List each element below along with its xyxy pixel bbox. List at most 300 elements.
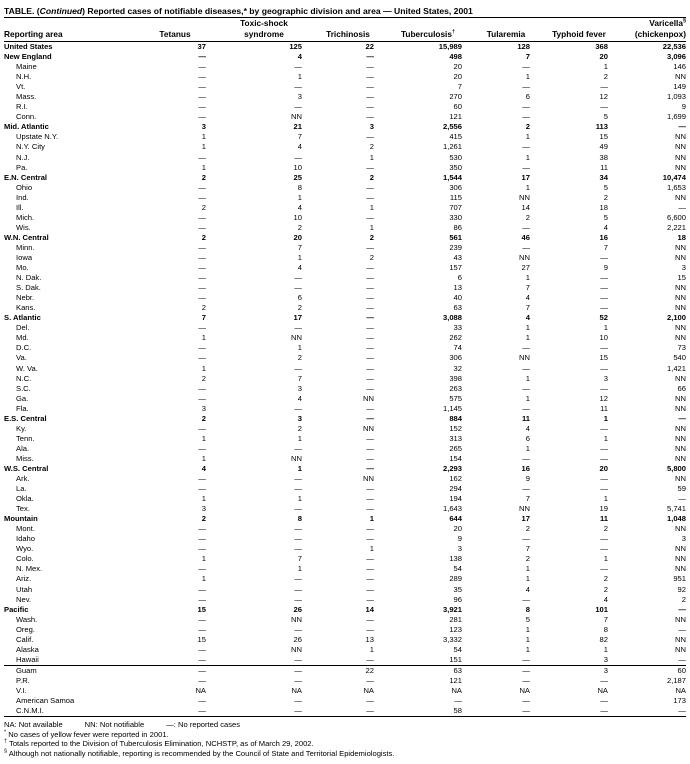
cell-trichinosis: — <box>366 574 374 584</box>
cell-tularemia: 1 <box>525 152 530 162</box>
cell-tetanus: 2 <box>201 373 206 383</box>
cell-varicella: NN <box>675 162 686 172</box>
table-row <box>4 444 686 454</box>
cell-tuberculosis: 3 <box>457 544 462 554</box>
cell-toxic-shock: 6 <box>297 293 302 303</box>
col-varicella-line2: (chickenpox) <box>618 29 686 42</box>
cell-typhoid: 11 <box>600 403 608 413</box>
tb-label: Tuberculosis <box>400 29 452 39</box>
cell-varicella: NN <box>675 634 686 644</box>
cell-reporting-area: Hawaii <box>16 654 39 664</box>
cell-tularemia: 9 <box>525 474 530 484</box>
cell-trichinosis: 2 <box>369 232 374 242</box>
cell-reporting-area: R.I. <box>16 102 28 112</box>
cell-toxic-shock: — <box>216 706 312 717</box>
cell-varicella: 146 <box>673 62 686 72</box>
cell-tetanus: — <box>198 152 206 162</box>
cell-tuberculosis: 9 <box>457 534 462 544</box>
cell-tetanus: — <box>198 696 206 706</box>
cell-varicella: — <box>678 494 686 504</box>
cell-reporting-area: Mo. <box>16 263 29 273</box>
cell-tetanus: — <box>198 584 206 594</box>
title-prefix: TABLE. ( <box>4 6 40 16</box>
table-row <box>4 223 686 233</box>
cell-tularemia: 7 <box>525 303 530 313</box>
cell-varicella: 2,187 <box>666 675 686 685</box>
cell-reporting-area: Colo. <box>16 554 34 564</box>
cell-reporting-area: Calif. <box>16 634 34 644</box>
cell-trichinosis: — <box>366 524 374 534</box>
cell-tetanus: — <box>198 273 206 283</box>
cell-tuberculosis: 74 <box>453 343 462 353</box>
cell-toxic-shock: — <box>294 152 302 162</box>
table-row <box>4 193 686 203</box>
cell-varicella: NN <box>675 192 686 202</box>
cell-toxic-shock: 20 <box>293 232 302 242</box>
cell-typhoid: 38 <box>599 152 608 162</box>
cell-varicella: 60 <box>618 665 686 676</box>
table-row <box>4 544 686 554</box>
cell-tetanus: — <box>198 564 206 574</box>
cell-typhoid: — <box>540 706 618 717</box>
tb-mark: † <box>451 29 456 36</box>
cell-tularemia: NN <box>519 252 530 262</box>
cell-trichinosis: 14 <box>365 604 374 614</box>
cell-tularemia: 1 <box>525 574 530 584</box>
cell-trichinosis: — <box>366 293 374 303</box>
cell-tularemia: NN <box>519 353 530 363</box>
cell-tularemia: 7 <box>525 283 530 293</box>
cell-reporting-area: Ga. <box>16 393 29 403</box>
cell-tetanus: — <box>198 443 206 453</box>
cell-toxic-shock: — <box>294 403 302 413</box>
cell-tularemia: — <box>472 665 540 676</box>
cell-tularemia: 6 <box>525 433 530 443</box>
cell-tularemia: — <box>522 242 530 252</box>
cell-varicella: NN <box>675 293 686 303</box>
cell-typhoid: 3 <box>540 665 618 676</box>
cell-tularemia: — <box>522 696 530 706</box>
cell-trichinosis: — <box>366 675 374 685</box>
cell-typhoid: 10 <box>599 333 608 343</box>
cell-tuberculosis: — <box>454 696 462 706</box>
cell-toxic-shock: — <box>294 574 302 584</box>
cell-typhoid: 2 <box>603 192 608 202</box>
cell-reporting-area: Mont. <box>16 524 35 534</box>
cell-tetanus: — <box>198 343 206 353</box>
table-row <box>4 303 686 313</box>
cell-tuberculosis: 1,261 <box>442 142 462 152</box>
cell-typhoid: — <box>600 273 608 283</box>
cell-typhoid: — <box>600 474 608 484</box>
cell-tuberculosis: 35 <box>453 584 462 594</box>
cell-tuberculosis: 2,556 <box>442 122 462 132</box>
table-row <box>4 484 686 494</box>
cell-varicella: 2 <box>681 594 686 604</box>
table-row <box>4 524 686 534</box>
cell-reporting-area: Ariz. <box>16 574 32 584</box>
table-row <box>4 595 686 605</box>
cell-varicella: — <box>678 202 686 212</box>
cell-tuberculosis: 154 <box>449 453 462 463</box>
cell-tuberculosis: 707 <box>449 202 462 212</box>
cell-varicella: 18 <box>677 232 686 242</box>
cell-varicella: 6,600 <box>666 212 686 222</box>
cell-varicella: NN <box>675 242 686 252</box>
cell-typhoid: 3 <box>603 654 608 664</box>
cell-typhoid: 15 <box>599 132 608 142</box>
cell-tetanus: — <box>198 72 206 82</box>
cell-tularemia: — <box>522 112 530 122</box>
cell-varicella: 2,221 <box>666 222 686 232</box>
cell-varicella: 951 <box>673 574 686 584</box>
cell-tuberculosis: 3,088 <box>442 313 462 323</box>
cell-toxic-shock: — <box>294 654 302 664</box>
cell-tetanus: — <box>198 423 206 433</box>
cell-trichinosis: — <box>366 504 374 514</box>
cell-toxic-shock: — <box>294 363 302 373</box>
cell-typhoid: 1 <box>603 323 608 333</box>
cell-tuberculosis: 239 <box>449 242 462 252</box>
cell-tuberculosis: 575 <box>449 393 462 403</box>
table-row <box>4 504 686 514</box>
table-row <box>4 494 686 504</box>
cell-trichinosis: NN <box>363 474 374 484</box>
cell-tularemia: — <box>522 142 530 152</box>
cell-toxic-shock: 3 <box>297 383 302 393</box>
cell-tularemia: 1 <box>525 333 530 343</box>
cell-reporting-area: S. Dak. <box>16 283 41 293</box>
table-row <box>4 394 686 404</box>
cell-tetanus: — <box>198 112 206 122</box>
cell-tetanus: — <box>198 182 206 192</box>
cell-toxic-shock: — <box>294 82 302 92</box>
cell-typhoid: 2 <box>603 584 608 594</box>
table-row <box>4 82 686 92</box>
cell-tetanus: — <box>198 534 206 544</box>
dagger-mark: † <box>4 738 8 745</box>
table-row <box>4 243 686 253</box>
cell-reporting-area: W.S. Central <box>4 463 49 473</box>
cell-tularemia: — <box>522 82 530 92</box>
table-row <box>4 384 686 394</box>
cell-tetanus: — <box>198 102 206 112</box>
cell-toxic-shock: — <box>294 584 302 594</box>
cell-typhoid: 4 <box>603 594 608 604</box>
cell-toxic-shock: NN <box>291 644 302 654</box>
cell-typhoid: — <box>600 293 608 303</box>
cell-trichinosis: NN <box>363 423 374 433</box>
table-row <box>4 635 686 645</box>
cell-varicella: 149 <box>673 82 686 92</box>
cell-reporting-area: Ky. <box>16 423 27 433</box>
cell-trichinosis: — <box>366 263 374 273</box>
cell-typhoid: NA <box>597 686 608 695</box>
cell-toxic-shock: 4 <box>297 202 302 212</box>
cell-tetanus: — <box>198 323 206 333</box>
cell-reporting-area: N.H. <box>16 72 32 82</box>
cell-reporting-area: N.J. <box>16 152 30 162</box>
table-row <box>4 374 686 384</box>
cell-toxic-shock: 7 <box>297 373 302 383</box>
cell-tularemia: 7 <box>525 544 530 554</box>
cell-tuberculosis: 152 <box>449 423 462 433</box>
title-text: ) Reported cases of notifiable diseases,* by geographic division and area — United States, 2001 <box>82 6 473 16</box>
footnote-dagger <box>4 739 686 749</box>
cell-typhoid: — <box>600 343 608 353</box>
cell-toxic-shock: 1 <box>297 564 302 574</box>
cell-toxic-shock: 21 <box>293 122 302 132</box>
cell-tularemia: 1 <box>525 644 530 654</box>
cell-trichinosis: — <box>366 283 374 293</box>
cell-varicella: 3,096 <box>666 52 686 62</box>
cell-varicella: 92 <box>677 584 686 594</box>
table-row <box>4 52 686 62</box>
cell-varicella: — <box>618 706 686 717</box>
cell-reporting-area: Minn. <box>16 242 35 252</box>
cell-tetanus: — <box>198 383 206 393</box>
table-row <box>4 203 686 213</box>
cell-reporting-area: Mid. Atlantic <box>4 122 49 132</box>
cell-varicella: 1,048 <box>666 514 686 524</box>
cell-tetanus: — <box>198 252 206 262</box>
cell-tuberculosis: 123 <box>449 624 462 634</box>
table-row <box>4 263 686 273</box>
cell-tularemia: 1 <box>525 564 530 574</box>
cell-typhoid: — <box>600 696 608 706</box>
cell-trichinosis: — <box>366 353 374 363</box>
section-mark: § <box>4 748 8 755</box>
cell-typhoid: 1 <box>603 413 608 423</box>
cell-trichinosis: — <box>366 554 374 564</box>
cell-tetanus: — <box>198 353 206 363</box>
cell-toxic-shock: 7 <box>297 242 302 252</box>
cell-trichinosis: — <box>366 614 374 624</box>
table-row <box>4 404 686 414</box>
cell-tetanus: 3 <box>201 403 206 413</box>
cell-tuberculosis: 115 <box>449 192 462 202</box>
cell-tuberculosis: 63 <box>453 303 462 313</box>
cell-tularemia: 128 <box>517 42 530 51</box>
cell-reporting-area: Miss. <box>16 453 34 463</box>
cell-tuberculosis: 43 <box>453 252 462 262</box>
section-text: Although not nationally notifiable, reporting is recommended by the Council of State and Territorial Epidemiologists. <box>7 748 395 758</box>
cell-reporting-area: Upstate N.Y. <box>16 132 59 142</box>
cell-typhoid: 82 <box>599 634 608 644</box>
cell-trichinosis: 1 <box>369 514 374 524</box>
cell-trichinosis: — <box>366 132 374 142</box>
cell-reporting-area: Vt. <box>16 82 26 92</box>
cell-tetanus: — <box>198 614 206 624</box>
cell-varicella: NN <box>675 644 686 654</box>
cell-toxic-shock: — <box>294 504 302 514</box>
cell-tularemia: 1 <box>525 72 530 82</box>
cell-tetanus: 1 <box>201 363 206 373</box>
cell-typhoid: 34 <box>599 172 608 182</box>
table-body <box>4 42 686 717</box>
title-continued: Continued <box>39 6 83 16</box>
cell-tularemia: 17 <box>521 172 530 182</box>
cell-tetanus: — <box>198 222 206 232</box>
cell-toxic-shock: NN <box>291 453 302 463</box>
cell-varicella: 59 <box>677 484 686 494</box>
cell-tularemia: 7 <box>525 52 530 62</box>
cell-typhoid: — <box>600 283 608 293</box>
cell-varicella: 15 <box>677 273 686 283</box>
cell-tularemia: 1 <box>525 393 530 403</box>
table-row <box>4 273 686 283</box>
cell-typhoid: 11 <box>599 514 608 524</box>
cell-tularemia: — <box>522 162 530 172</box>
cell-toxic-shock: 4 <box>297 263 302 273</box>
cell-tuberculosis: 3,332 <box>442 634 462 644</box>
cell-tuberculosis: 20 <box>453 72 462 82</box>
cell-trichinosis: 1 <box>369 644 374 654</box>
cell-trichinosis: — <box>366 624 374 634</box>
cell-reporting-area: E.N. Central <box>4 172 48 182</box>
cell-varicella: NN <box>675 252 686 262</box>
cell-trichinosis: — <box>366 313 374 323</box>
cell-typhoid: 18 <box>599 202 608 212</box>
cell-tularemia: NN <box>519 192 530 202</box>
cell-tetanus: — <box>198 263 206 273</box>
report-page <box>4 0 686 759</box>
cell-tuberculosis: 330 <box>449 212 462 222</box>
cell-reporting-area: Ala. <box>16 443 30 453</box>
cell-tetanus: 2 <box>201 172 206 182</box>
cell-toxic-shock: 4 <box>297 52 302 62</box>
cell-toxic-shock: — <box>294 524 302 534</box>
cell-tetanus: — <box>198 283 206 293</box>
cell-typhoid: 20 <box>599 463 608 473</box>
cell-tetanus: — <box>198 544 206 554</box>
cell-tularemia: 1 <box>525 373 530 383</box>
cell-tuberculosis: 20 <box>453 62 462 72</box>
cell-tetanus: 1 <box>201 142 206 152</box>
cell-typhoid: — <box>600 252 608 262</box>
cell-trichinosis: 1 <box>369 152 374 162</box>
cell-typhoid: 1 <box>603 554 608 564</box>
cell-typhoid: — <box>600 534 608 544</box>
table-row <box>4 696 686 706</box>
cell-typhoid: — <box>600 564 608 574</box>
cell-trichinosis: — <box>366 363 374 373</box>
cell-reporting-area: Kans. <box>16 303 36 313</box>
cell-typhoid: 7 <box>603 614 608 624</box>
cell-typhoid: 49 <box>599 142 608 152</box>
cell-tularemia: — <box>522 594 530 604</box>
cell-tetanus: 1 <box>201 162 206 172</box>
col-varicella-line1 <box>618 18 686 29</box>
cell-tularemia: 46 <box>521 232 530 242</box>
footnote-star <box>4 730 686 740</box>
cell-toxic-shock: 4 <box>297 393 302 403</box>
cell-toxic-shock: 3 <box>297 413 302 423</box>
cell-toxic-shock: — <box>294 323 302 333</box>
table-row <box>4 142 686 152</box>
cell-reporting-area: Utah <box>16 584 33 594</box>
cell-toxic-shock: 2 <box>297 353 302 363</box>
cell-tuberculosis: 33 <box>453 323 462 333</box>
cell-varicella: NN <box>675 72 686 82</box>
cell-typhoid: 11 <box>600 162 608 172</box>
cell-varicella: NN <box>675 524 686 534</box>
table-row <box>4 62 686 72</box>
cell-tuberculosis: 281 <box>449 614 462 624</box>
cell-trichinosis: 2 <box>369 172 374 182</box>
cell-varicella: 1,421 <box>666 363 686 373</box>
cell-toxic-shock: — <box>294 474 302 484</box>
table-row <box>4 574 686 584</box>
cell-reporting-area: Guam <box>4 665 134 676</box>
cell-toxic-shock: NN <box>291 614 302 624</box>
cell-tularemia: 1 <box>525 273 530 283</box>
cell-typhoid: — <box>600 453 608 463</box>
cell-reporting-area: Mich. <box>16 212 35 222</box>
cell-tuberculosis: 306 <box>449 182 462 192</box>
cell-tetanus: — <box>198 82 206 92</box>
cell-typhoid: 4 <box>603 222 608 232</box>
star-text: No cases of yellow fever were reported in 2001. <box>6 729 169 739</box>
cell-tularemia: 17 <box>521 514 530 524</box>
cell-reporting-area: Fla. <box>16 403 29 413</box>
cell-tetanus: 1 <box>201 132 206 142</box>
cell-tuberculosis: 263 <box>449 383 462 393</box>
cell-tetanus: 4 <box>201 463 206 473</box>
cell-trichinosis: — <box>366 343 374 353</box>
cell-tularemia: — <box>522 675 530 685</box>
cell-tuberculosis: 6 <box>457 273 462 283</box>
table-row <box>4 686 686 696</box>
cell-toxic-shock: 4 <box>297 142 302 152</box>
cell-tuberculosis: 498 <box>449 52 462 62</box>
table-row <box>4 534 686 544</box>
cell-tetanus: — <box>198 212 206 222</box>
cell-tetanus: 1 <box>201 554 206 564</box>
cell-tuberculosis: 54 <box>453 564 462 574</box>
cell-tularemia: 4 <box>525 584 530 594</box>
cell-reporting-area: Wash. <box>16 614 38 624</box>
cell-toxic-shock: 1 <box>297 343 302 353</box>
cell-reporting-area: New England <box>4 52 52 62</box>
cell-trichinosis: — <box>366 654 374 664</box>
cell-tuberculosis: 121 <box>449 675 462 685</box>
table-row <box>4 213 686 223</box>
cell-tetanus: 3 <box>201 504 206 514</box>
cell-varicella: NN <box>675 323 686 333</box>
table-row <box>4 72 686 82</box>
cell-tetanus: — <box>198 484 206 494</box>
cell-varicella: NN <box>675 544 686 554</box>
cell-tetanus: 1 <box>201 433 206 443</box>
cell-varicella: NN <box>675 403 686 413</box>
cell-trichinosis: — <box>366 112 374 122</box>
cell-tuberculosis: 350 <box>449 162 462 172</box>
cell-toxic-shock: 8 <box>297 514 302 524</box>
table-row <box>4 293 686 303</box>
cell-tuberculosis: 15,989 <box>438 42 462 51</box>
cell-reporting-area: Idaho <box>16 534 36 544</box>
cell-reporting-area: Tex. <box>16 504 30 514</box>
cell-varicella: 5,741 <box>666 504 686 514</box>
cell-trichinosis: — <box>366 413 374 423</box>
cell-tuberculosis: NA <box>451 686 462 695</box>
cell-varicella: NN <box>675 453 686 463</box>
cell-toxic-shock: 25 <box>293 172 302 182</box>
table-row <box>4 42 686 53</box>
cell-toxic-shock: 10 <box>293 162 302 172</box>
cell-tularemia: 2 <box>525 524 530 534</box>
